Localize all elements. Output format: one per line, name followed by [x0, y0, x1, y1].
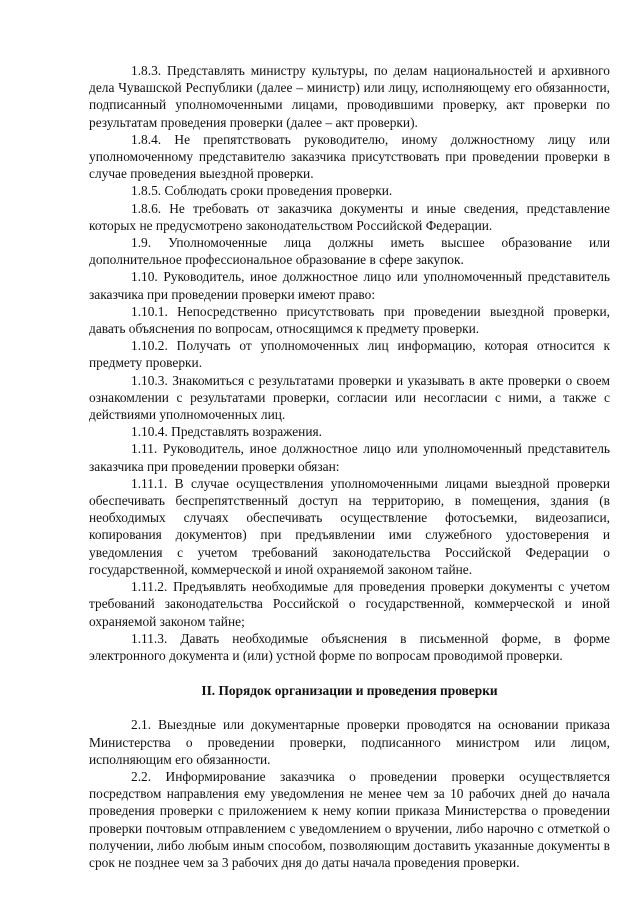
paragraph-1-10-1: 1.10.1. Непосредственно присутствовать при проведении выездной проверки, давать объяснения по вопросам, относящимся к предмету проверки.	[89, 303, 610, 337]
paragraph-1-8-4: 1.8.4. Не препятствовать руководителю, иному должностному лицу или уполномоченному представителю заказчика присутствовать при проведении проверки в случае проведения выездной проверки.	[89, 131, 610, 182]
paragraph-1-10-3: 1.10.3. Знакомиться с результатами проверки и указывать в акте проверки о своем ознакомлении с результатами проверки, согласии или несогласии с ними, а также с действиями уполномоченных лиц.	[89, 372, 610, 423]
paragraph-1-11-3: 1.11.3. Давать необходимые объяснения в письменной форме, в форме электронного документа и (или) устной форме по вопросам проводимой проверки.	[89, 630, 610, 663]
paragraph-1-11-2: 1.11.2. Предъявлять необходимые для проведения проверки документы с учетом требований законодательства Российской о государственной, коммерческой и иной охраняемой законом тайне;	[89, 579, 610, 629]
paragraph-2-2: 2.2. Информирование заказчика о проведении проверки осуществляется посредством направления ему уведомления не менее чем за 10 рабочих дней до начала проведения проверки с приложением к нему копии приказа Министерства о проведении проверки почтовым отправлением с уведомлением о вручении, либо нарочно с отметкой о получении, либо любым иным способом, позволяющим доставить указанные документы в срок не позднее чем за 3 рабочих дня до даты начала проведения проверки.	[89, 768, 610, 870]
paragraph-1-10-4: 1.10.4. Представлять возражения.	[131, 424, 323, 440]
document-page	[89, 62, 610, 871]
paragraph-1-8-6: 1.8.6. Не требовать от заказчика документы и иные сведения, представление которых не предусмотрено законодательством Российской Федерации.	[89, 200, 610, 233]
paragraph-1-8-5: 1.8.5. Соблюдать сроки проведения проверки.	[131, 183, 393, 199]
paragraph-1-11-1: 1.11.1. В случае осуществления уполномоченными лицами выездной проверки обеспечивать беспрепятственный доступ на территорию, в помещения, здания (в необходимых случаях обеспечивать осуществление фотосъемки, видеозаписи, копирования документов) при предъявлении ими служебного удостоверения и уведомления с учетом требований законодательства Российской Федерации о государственной, коммерческой и иной охраняемой законом тайне.	[89, 475, 610, 577]
paragraph-2-1: 2.1. Выездные или документарные проверки проводятся на основании приказа Министерства о проведении проверки, подписанного министром или лицом, исполняющим его обязанности.	[89, 717, 610, 767]
paragraph-1-8-3: 1.8.3. Представлять министру культуры, по делам национальностей и архивного дела Чувашской Республики (далее – министр) или лицу, исполняющему его обязанности, подписанный уполномоченными лицами, проводившими проверку, акт проверки по результатам проведения проверки (далее – акт проверки).	[89, 63, 610, 130]
paragraph-1-10: 1.10. Руководитель, иное должностное лицо или уполномоченный представитель заказчика при проведении проверки имеют право:	[89, 269, 610, 302]
section-heading: II. Порядок организации и проведения проверки	[201, 683, 498, 699]
paragraph-1-10-2: 1.10.2. Получать от уполномоченных лиц информацию, которая относится к предмету проверки.	[89, 338, 610, 371]
paragraph-1-11: 1.11. Руководитель, иное должностное лицо или уполномоченный представитель заказчика при проведении проверки обязан:	[89, 441, 610, 474]
paragraph-1-9: 1.9. Уполномоченные лица должны иметь высшее образование или дополнительное профессиональное образование в сфере закупок.	[89, 235, 610, 268]
